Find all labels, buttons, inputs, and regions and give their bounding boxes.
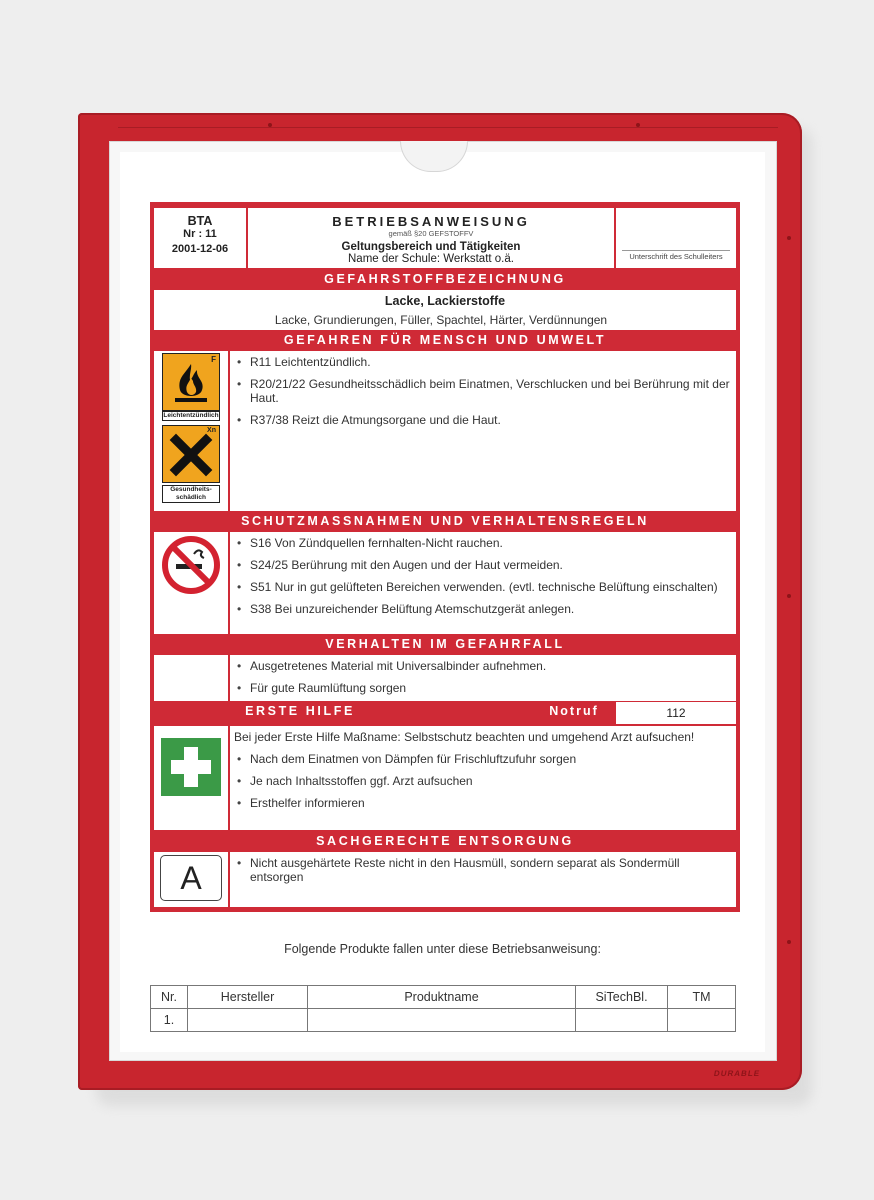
firstaid-item: • Ersthelfer informieren (250, 796, 730, 810)
substance-box (154, 290, 736, 330)
column-header-manufacturer: Hersteller (188, 986, 308, 1009)
hazards-list-box (230, 351, 736, 511)
substance-detail: Lacke, Grundierungen, Füller, Spachtel, Härter, Verdünnungen (274, 313, 608, 327)
notruf-label: Notruf (549, 704, 599, 718)
operating-instruction-sheet (150, 202, 740, 912)
section-title-hazards: GEFAHREN FÜR MENSCH UND UMWELT (283, 333, 607, 347)
protection-item: • S16 Von Zündquellen fernhalten-Nicht rauchen. (250, 536, 730, 550)
firstaid-list (230, 752, 736, 810)
frame-notch (787, 940, 791, 944)
hazards-list (230, 355, 736, 427)
products-table (150, 985, 736, 1032)
table-cell (668, 1009, 736, 1032)
section-title-disposal: SACHGERECHTE ENTSORGUNG (316, 834, 574, 848)
bta-label: BTA (187, 214, 213, 228)
protection-list (230, 536, 736, 616)
scope-heading: Geltungsbereich und Tätigkeiten (341, 241, 521, 253)
frame-notch (787, 594, 791, 598)
column-header-tm: TM (668, 986, 736, 1009)
signature-line (622, 250, 730, 251)
hazard-item: • R11 Leichtentzündlich. (250, 355, 730, 369)
signature-box (616, 208, 736, 268)
firstaid-symbol-box (154, 726, 228, 830)
document-number: Nr : 11 (183, 228, 217, 240)
emergency-list (230, 659, 736, 695)
protection-symbol-box (154, 532, 228, 634)
section-title-firstaid: ERSTE HILFE (245, 704, 355, 718)
hazard-item: • R20/21/22 Gesundheitsschädlich beim Einatmen, Verschlucken und bei Berührung mit der Haut. (250, 377, 730, 405)
table-cell: 1. (151, 1009, 188, 1032)
table-cell (188, 1009, 308, 1032)
hazard-caption-flammable: Leichtentzündlich (163, 412, 219, 419)
table-header-row (151, 986, 736, 1009)
table-row (151, 1009, 736, 1032)
notruf-number: 112 (616, 702, 736, 724)
frame-notch (787, 236, 791, 240)
firstaid-list-box (230, 726, 736, 830)
disposal-symbol-box (154, 852, 228, 907)
table-cell (576, 1009, 668, 1032)
section-title-emergency: VERHALTEN IM GEFAHRFALL (325, 637, 565, 651)
disposal-item: • Nicht ausgehärtete Reste nicht in den Hausmüll, sondern separat als Sondermüll entsorgen (250, 856, 730, 884)
hazard-letter-xn: Xn (207, 427, 216, 434)
substance-name: Lacke, Lackierstoffe (384, 294, 506, 308)
section-title-protection: SCHUTZMASSNAHMEN UND VERHALTENSREGELN (241, 514, 649, 528)
protection-item: • S38 Bei unzureichender Belüftung Atemschutzgerät anlegen. (250, 602, 730, 616)
disposal-badge: A (160, 855, 222, 901)
first-aid-icon (154, 726, 228, 806)
firstaid-item: • Nach dem Einatmen von Dämpfen für Frischluftzufuhr sorgen (250, 752, 730, 766)
school-name: Name der Schule: Werkstatt o.ä. (348, 253, 514, 265)
hazard-caption-harmful: Gesundheits-schädlich (162, 485, 220, 503)
signature-label: Unterschrift des Schulleiters (629, 252, 723, 261)
frame-notch (268, 123, 272, 127)
document-subtitle: gemäß §20 GEFSTOFFV (388, 229, 474, 238)
frame-brand: DURABLE (713, 1069, 761, 1078)
emergency-item: • Für gute Raumlüftung sorgen (250, 681, 730, 695)
hazard-letter-f: F (211, 355, 216, 364)
frame-notch (636, 123, 640, 127)
firstaid-intro: Bei jeder Erste Hilfe Maßname: Selbstschutz beachten und umgehend Arzt aufsuchen! (234, 730, 695, 744)
hazard-symbols (154, 351, 228, 511)
protection-item: • S24/25 Berührung mit den Augen und der Haut vermeiden. (250, 558, 730, 572)
emergency-symbol-box (154, 655, 228, 701)
protection-list-box (230, 532, 736, 634)
document-date: 2001-12-06 (171, 243, 229, 255)
firstaid-item: • Je nach Inhaltsstoffen ggf. Arzt aufsuchen (250, 774, 730, 788)
disposal-list (230, 856, 736, 884)
section-title-substance: GEFAHRSTOFFBEZEICHNUNG (324, 272, 566, 286)
products-intro: Folgende Produkte fallen unter diese Betriebsanweisung: (284, 942, 601, 956)
disposal-list-box (230, 852, 736, 907)
flame-icon (162, 353, 220, 411)
emergency-item: • Ausgetretenes Material mit Universalbinder aufnehmen. (250, 659, 730, 673)
title-box (248, 208, 614, 268)
column-header-datasheet: SiTechBl. (576, 986, 668, 1009)
emergency-list-box (230, 655, 736, 701)
document-title: BETRIEBSANWEISUNG (332, 214, 530, 229)
column-header-product: Produktname (308, 986, 576, 1009)
frame-ridge (118, 121, 778, 128)
protection-item: • S51 Nur in gut gelüfteten Bereichen verwenden. (evtl. technische Belüftung einschalten) (250, 580, 730, 594)
hazard-item: • R37/38 Reizt die Atmungsorgane und die Haut. (250, 413, 730, 427)
cross-icon (162, 425, 220, 483)
document-id-box (154, 208, 246, 268)
column-header-nr: Nr. (151, 986, 188, 1009)
no-smoking-icon (154, 532, 228, 602)
table-cell (308, 1009, 576, 1032)
